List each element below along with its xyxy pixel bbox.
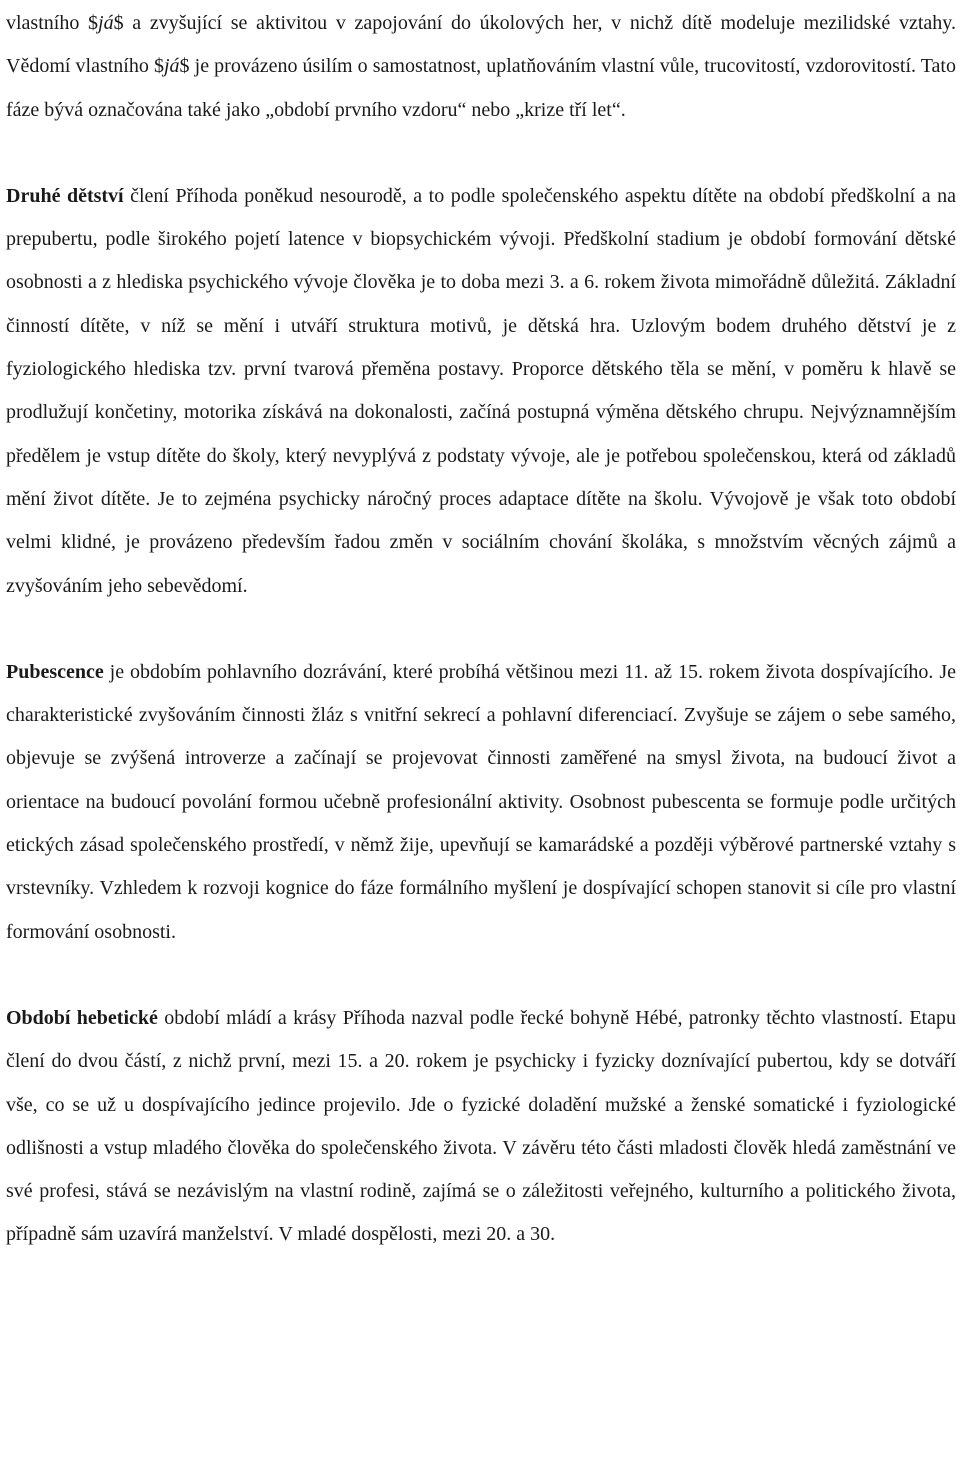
paragraph-spacer [6,132,956,175]
text-segment: člení Příhoda poněkud nesourodě, a to podle společenského aspektu dítěte na období předškolní a na prepubertu, podle širokého pojetí latence v biopsychickém vývoji. Předškolní stadium je období formování dětské osobnosti a z hlediska psychického vývoje člověka je to doba mezi 3. a 6. rokem života mimořádně důležitá. Základní činností dítěte, v níž se mění i utváří struktura motivů, je dětská hra. Uzlovým bodem druhého dětství je z fyziologického hlediska tzv. první tvarová přeměna postavy. Proporce dětského těla se mění, v poměru k hlavě se prodlužují končetiny, motorika získává na dokonalosti, začíná postupná výměna dětského chrupu. Nejvýznamnějším předělem je vstup dítěte do školy, který nevyplývá z podstaty vývoje, ale je potřebou společenskou, která od základů mění život dítěte. Je to zejména psychicky náročný proces adaptace dítěte na školu. Vývojově je však toto období velmi klidné, je provázeno především řadou změn v sociálním chování školáka, s množstvím věcných zájmů a zvyšováním jeho sebevědomí. [6,184,956,597]
paragraph-second-childhood [6,175,956,608]
paragraph-first-defiance [6,2,956,132]
term-druhe-detstvi: Druhé dětství [6,184,124,207]
term-pubescence: Pubescence [6,660,104,683]
text-segment: období mládí a krásy Příhoda nazval podle řecké bohyně Hébé, patronky těchto vlastností. Etapu člení do dvou částí, z nichž první, mezi 15. a 20. rokem je psychicky i fyzicky doznívající pubertou, kdy se dotváří vše, co se už u dospívajícího jedince projevilo. Jde o fyzické doladění mužské a ženské somatické i fyziologické odlišnosti a vstup mladého člověka do společenského života. V závěru této části mladosti člověk hledá zaměstnání ve své profesi, stává se nezávislým na vlastní rodině, zajímá se o záležitosti veřejného, kulturního a politického života, případně sám uzavírá manželství. V mladé dospělosti, mezi 20. a 30. [6,1006,956,1246]
text-segment: $ je provázeno úsilím o samostatnost, uplatňováním vlastní vůle, trucovitostí, vzdorovitostí. Tato fáze bývá označována také jako „období prvního vzdoru“ nebo „krize tří let“. [6,55,956,121]
paragraph-spacer [6,954,956,997]
text-segment: je obdobím pohlavního dozrávání, které probíhá většinou mezi 11. až 15. rokem života dospívajícího. Je charakteristické zvyšováním činnosti žláz s vnitřní sekrecí a pohlavní diferenciací. Zvyšuje se zájem o sebe samého, objevuje se zvýšená introverze a začínají se projevovat činnosti zaměřené na smysl života, na budoucí život a orientace na budoucí povolání formou učebně profesionální aktivity. Osobnost pubescenta se formuje podle určitých etických zásad společenského prostředí, v němž žije, upevňují se kamarádské a později výběrové partnerské vztahy s vrstevníky. Vzhledem k rozvoji kognice do fáze formálního myšlení je dospívající schopen stanovit si cíle pro vlastní formování osobnosti. [6,660,956,943]
document-page [6,2,956,1257]
text-segment: $ a zvyšující se aktivitou v zapojování do úkolových her, v nichž dítě modeluje mezilidské vztahy. Vědomí vlastního $ [6,12,956,78]
paragraph-hebetic [6,997,956,1257]
text-segment-italic: já [98,12,114,34]
paragraph-spacer [6,608,956,651]
text-segment-italic: já [163,55,180,78]
text-segment: vlastního $ [6,12,99,34]
term-obdobi-hebeticke: Období hebetické [6,1006,158,1029]
paragraph-pubescence [6,651,956,954]
